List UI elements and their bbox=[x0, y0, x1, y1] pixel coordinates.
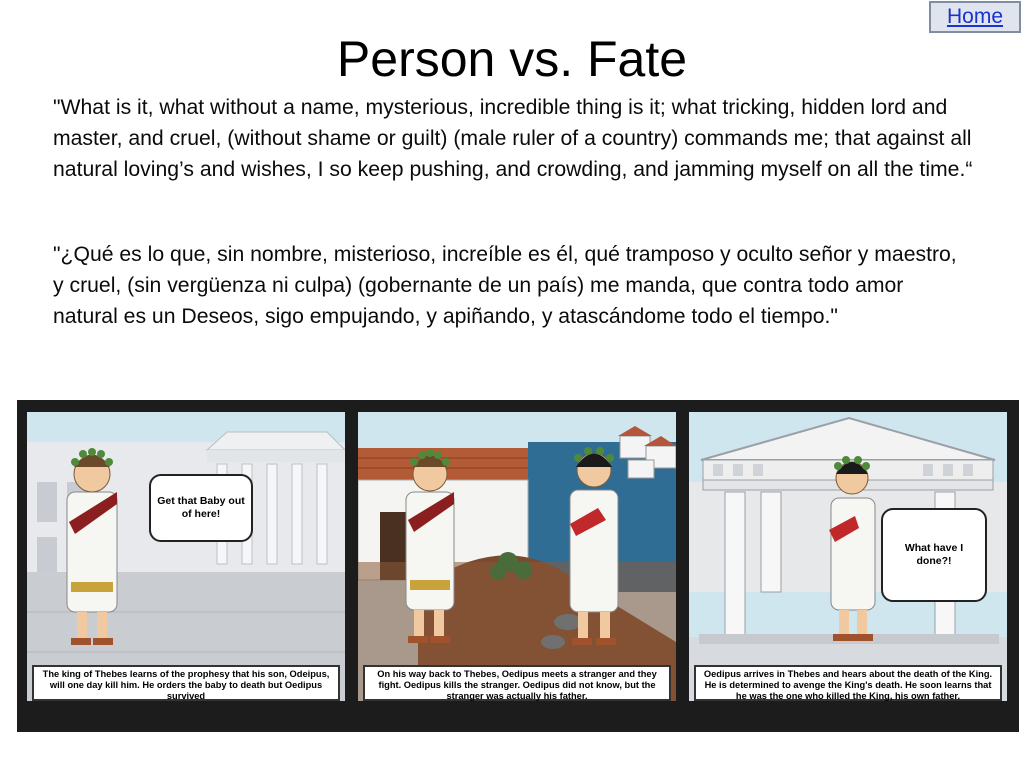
storyboard-panel-1 bbox=[27, 412, 345, 701]
home-button[interactable]: Home bbox=[929, 1, 1021, 33]
storyboard-panel-3 bbox=[689, 412, 1007, 701]
page-title: Person vs. Fate bbox=[336, 31, 688, 87]
panel-caption: The king of Thebes learns of the prophesy that his son, Odeipus, will one day kill him. He orders the baby to death but Oedipus survived bbox=[32, 665, 340, 701]
speech-bubble: Get that Baby out of here! bbox=[149, 474, 253, 542]
storyboard-strip bbox=[17, 400, 1019, 732]
english-quote: "What is it, what without a name, mysterious, incredible thing is it; what tricking, hidden lord and master, and cruel, (without shame or guilt) (male ruler of a country) commands me; that against all natural loving’s and wishes, I so keep pushing, and crowding, and jamming myself on all the time.“ bbox=[53, 96, 973, 181]
panel-caption: On his way back to Thebes, Oedipus meets a stranger and they fight. Oedipus kills the stranger. Oedipus did not know, but the stranger was actually his father. bbox=[363, 665, 671, 701]
spanish-quote: "¿Qué es lo que, sin nombre, misterioso, increíble es él, qué tramposo y oculto señor y maestro, y cruel, (sin vergüenza ni culpa) (gobernante de un país) me manda, que contra todo amor natural es un Deseos, sigo empujando, y apiñando, y atascándome todo el tiempo." bbox=[53, 243, 957, 328]
panel-2-scene bbox=[358, 412, 676, 701]
panel-caption: Oedipus arrives in Thebes and hears about the death of the King. He is determined to avenge the King's death. He soon learns that he was the one who killed the King, his own father. bbox=[694, 665, 1002, 701]
storyboard-panel-2 bbox=[358, 412, 676, 701]
panel-1-scene bbox=[27, 412, 345, 701]
speech-bubble: What have I done?! bbox=[881, 508, 987, 602]
